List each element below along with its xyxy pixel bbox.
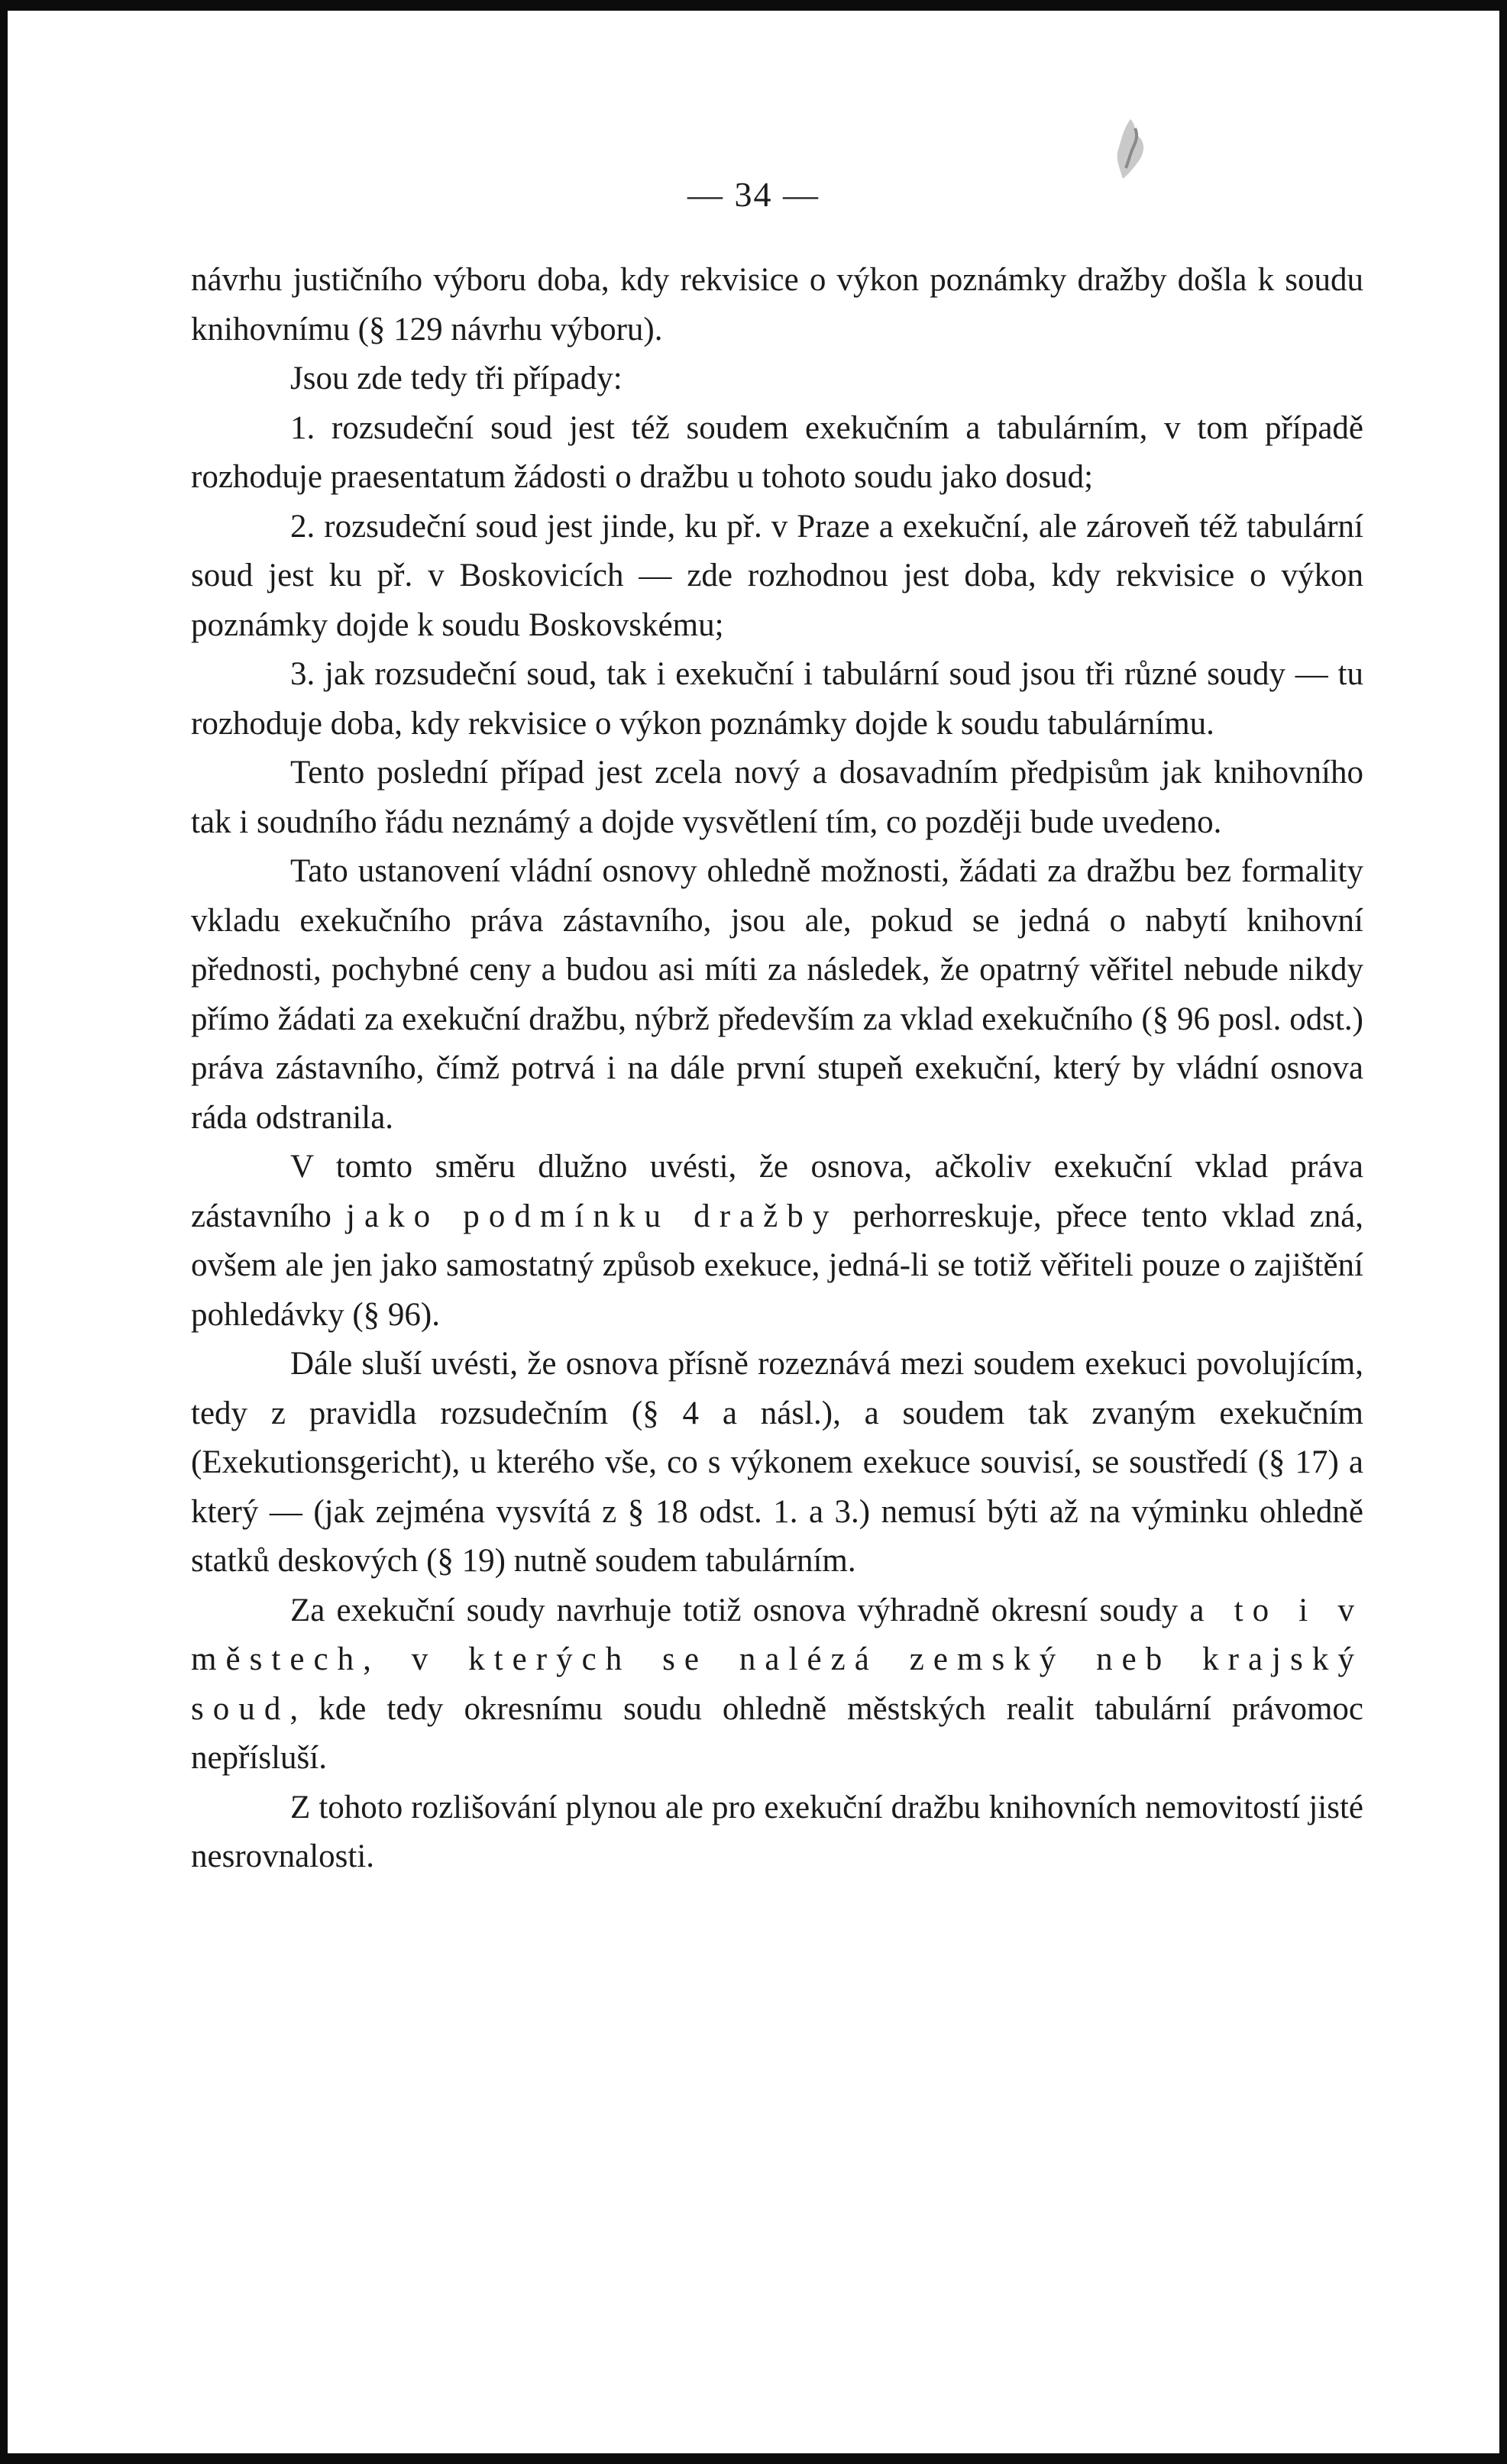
paragraph-government-draft: Tato ustanovení vládní osnovy ohledně možnosti, žádati za dražbu bez formality vkladu exekučního práva zástavního, jsou ale, pokud se jedná o nabytí knihovní přednosti, pochybné ceny a budou asi míti za následek, že opatrný věřitel nebude nikdy přímo žádati za exekuční dražbu, nýbrž především za vklad exekučního (§ 96 posl. odst.) práva zástavního, čímž potrvá i na dále první stupeň exekuční, který by vládní osnova ráda odstranila. bbox=[191, 853, 1363, 1136]
paragraph-case-1: 1. rozsudeční soud jest též soudem exekučním a tabulárním, v tom případě rozhoduje praesentatum žádosti o dražbu u tohoto soudu jako dosud; bbox=[191, 409, 1363, 495]
paragraph-cases-intro: Jsou zde tedy tři případy: bbox=[290, 361, 623, 396]
paragraph-inconsistencies: Z tohoto rozlišování plynou ale pro exekuční dražbu knihovních nemovitostí jisté nesrovnalosti. bbox=[191, 1789, 1363, 1874]
paragraph-case-2: 2. rozsudeční soud jest jinde, ku př. v Praze a exekuční, ale zároveň též tabulární soud jest ku př. v Boskovicích — zde rozhodnou jest doba, kdy rekvisice o výkon poznámky dojde k soudu Boskovskému; bbox=[191, 508, 1363, 643]
paragraph-continuation: návrhu justičního výboru doba, kdy rekvisice o výkon poznámky dražby došla k soudu knihovnímu (§ 129 návrhu výboru). bbox=[191, 262, 1363, 348]
text-run: perhorreskuje, přece tento vklad zná, ovšem ale jen jako samostatný způsob exekuce, jedná-li se totiž věřiteli pouze o zajištění pohledávky (§ 96). bbox=[191, 1198, 1364, 1333]
paragraph-direction bbox=[191, 1143, 1363, 1340]
body-text bbox=[191, 256, 1363, 1882]
text-run: V tomto směru dlužno uvésti, že osnova, ačkoliv exekuční vklad práva zástavního bbox=[191, 1149, 1363, 1234]
paragraph-court-distinction: Dále sluší uvésti, že osnova přísně rozeznává mezi soudem exekuci povolujícím, tedy z pravidla rozsudečním (§ 4 a násl.), a soudem tak zvaným exekučním (Exekutionsgericht), u kterého vše, co s výkonem exekuce souvisí, se soustředí (§ 17) a který — (jak zejména vysvítá z § 18 odst. 1. a 3.) nemusí býti až na výminku ohledně statků deskových (§ 19) nutně soudem tabulárním. bbox=[191, 1346, 1363, 1579]
page-number: — 34 — bbox=[687, 175, 820, 214]
text-run: Za exekuční soudy navrhuje totiž osnova výhradně okresní soudy bbox=[290, 1592, 1190, 1628]
paragraph-case-3: 3. jak rozsudeční soud, tak i exekuční i tabulární soud jsou tři různé soudy — tu rozhoduje doba, kdy rekvisice o výkon poznámky dojde k soudu tabulárnímu. bbox=[191, 656, 1363, 742]
text-run: , kde tedy okresnímu soudu ohledně městských realit tabulární právomoc nepřísluší. bbox=[191, 1690, 1363, 1776]
paragraph-new-case: Tento poslední případ jest zcela nový a dosavadním předpisům jak knihovního tak i soudního řádu neznámý a dojde vysvětlení tím, co později bude uvedeno. bbox=[191, 755, 1363, 840]
emphasized-spaced-text: jako podmínku dražby bbox=[345, 1198, 839, 1234]
paragraph-district-courts bbox=[191, 1586, 1363, 1783]
ink-stain-mark bbox=[1100, 115, 1161, 183]
emphasized-spaced-text: a to i v městech, v kterých se nalézá zemský neb krajský soud bbox=[191, 1592, 1363, 1727]
